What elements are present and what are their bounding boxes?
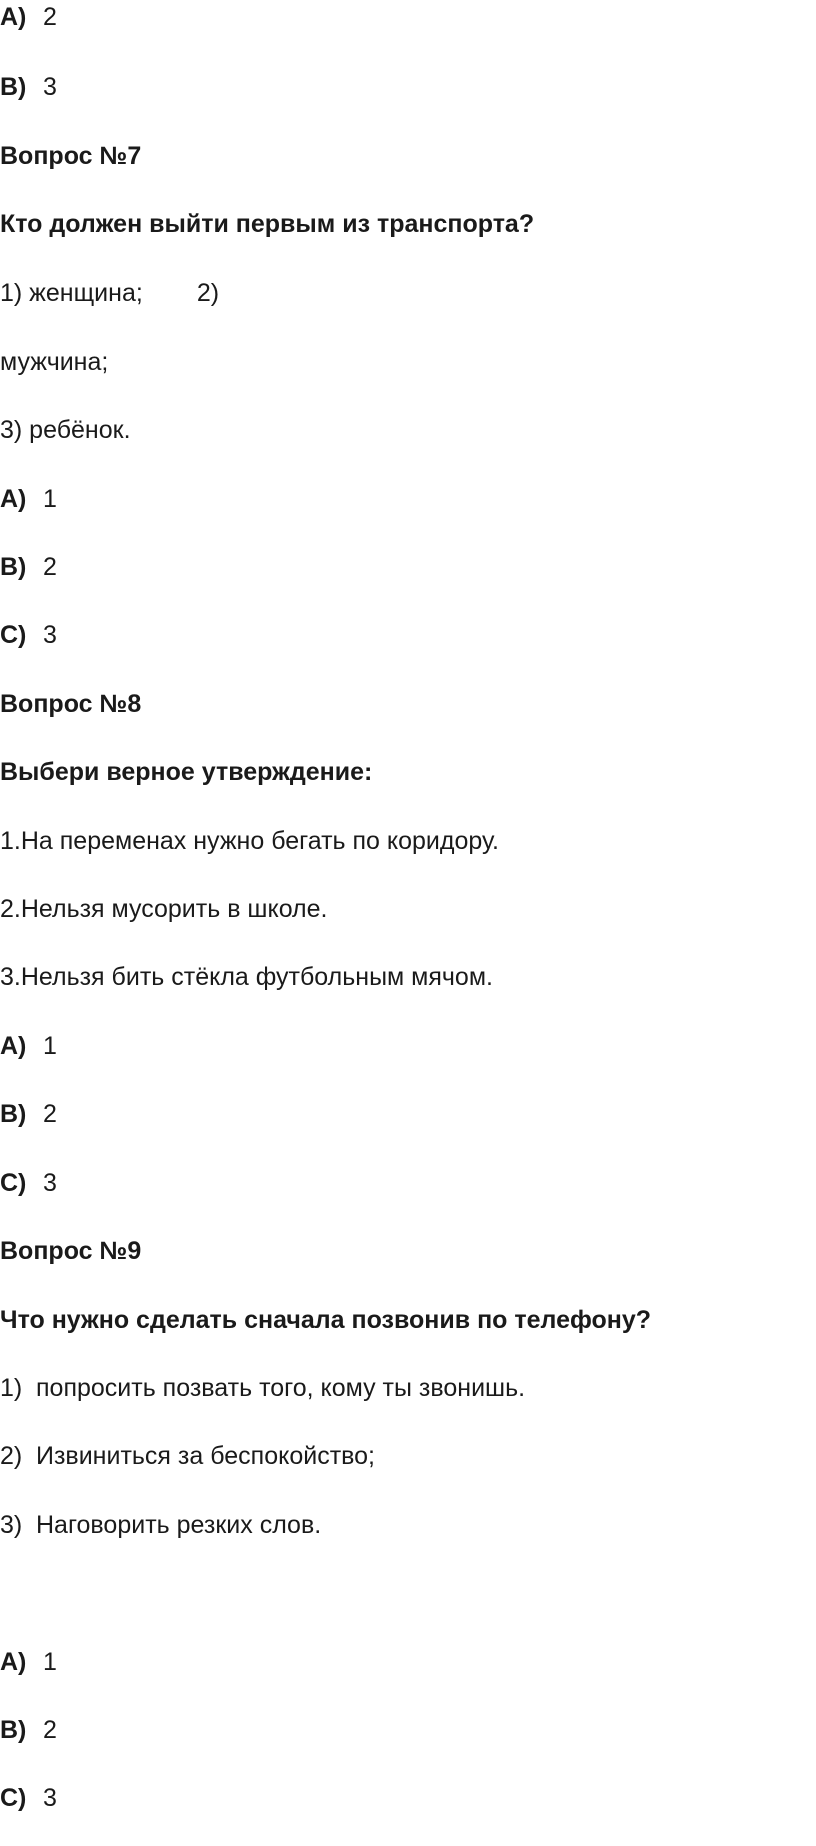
- answer-option: [0, 1783, 57, 1813]
- question-item: 2.Нельзя мусорить в школе.: [0, 895, 328, 923]
- item-text: Извиниться за беспокойство;: [36, 1442, 375, 1470]
- answer-option: [0, 620, 57, 650]
- answer-option: [0, 72, 57, 102]
- answer-value: 2: [43, 3, 57, 31]
- answer-value: 3: [43, 73, 57, 101]
- answer-option: [0, 2, 57, 32]
- question-text: Выбери верное утверждение:: [0, 758, 373, 786]
- answer-value: 3: [43, 621, 57, 649]
- question-item: мужчина;: [0, 348, 109, 376]
- answer-letter: В): [0, 73, 27, 101]
- question-item: [0, 278, 219, 308]
- answer-value: 1: [43, 1648, 57, 1676]
- answer-letter: В): [0, 553, 27, 581]
- item-number: 1): [0, 1374, 23, 1402]
- item-number: 3): [0, 1511, 23, 1539]
- answer-value: 1: [43, 1032, 57, 1060]
- answer-letter: С): [0, 1169, 27, 1197]
- question-item: 3) ребёнок.: [0, 416, 131, 444]
- answer-letter: В): [0, 1100, 27, 1128]
- question-item: [0, 1441, 375, 1471]
- question-text: Кто должен выйти первым из транспорта?: [0, 210, 535, 238]
- answer-option: [0, 552, 57, 582]
- answer-letter: В): [0, 1716, 27, 1744]
- question-item: [0, 1373, 525, 1403]
- answer-option: [0, 484, 57, 514]
- item-text: 1) женщина;: [0, 279, 143, 307]
- answer-value: 2: [43, 553, 57, 581]
- answer-letter: А): [0, 1648, 27, 1676]
- answer-value: 3: [43, 1169, 57, 1197]
- question-text: Что нужно сделать сначала позвонив по телефону?: [0, 1306, 652, 1334]
- answer-value: 1: [43, 485, 57, 513]
- answer-value: 2: [43, 1100, 57, 1128]
- answer-letter: А): [0, 485, 27, 513]
- answer-option: [0, 1099, 57, 1129]
- answer-option: [0, 1168, 57, 1198]
- answer-letter: А): [0, 1032, 27, 1060]
- answer-letter: С): [0, 621, 27, 649]
- answer-option: [0, 1031, 57, 1061]
- answer-option: [0, 1647, 57, 1677]
- item-text: попросить позвать того, кому ты звонишь.: [36, 1374, 526, 1402]
- question-item: [0, 1510, 321, 1540]
- item-text: Наговорить резких слов.: [36, 1511, 322, 1539]
- answer-value: 2: [43, 1716, 57, 1744]
- item-number: 2): [0, 1442, 23, 1470]
- question-item: 3.Нельзя бить стёкла футбольным мячом.: [0, 963, 493, 991]
- question-title: Вопрос №8: [0, 690, 142, 718]
- item-text: 2): [196, 279, 220, 307]
- question-title: Вопрос №9: [0, 1237, 142, 1265]
- question-item: 1.На переменах нужно бегать по коридору.: [0, 827, 499, 855]
- question-title: Вопрос №7: [0, 142, 142, 170]
- answer-value: 3: [43, 1784, 57, 1812]
- answer-letter: С): [0, 1784, 27, 1812]
- answer-option: [0, 1715, 57, 1745]
- answer-letter: А): [0, 3, 27, 31]
